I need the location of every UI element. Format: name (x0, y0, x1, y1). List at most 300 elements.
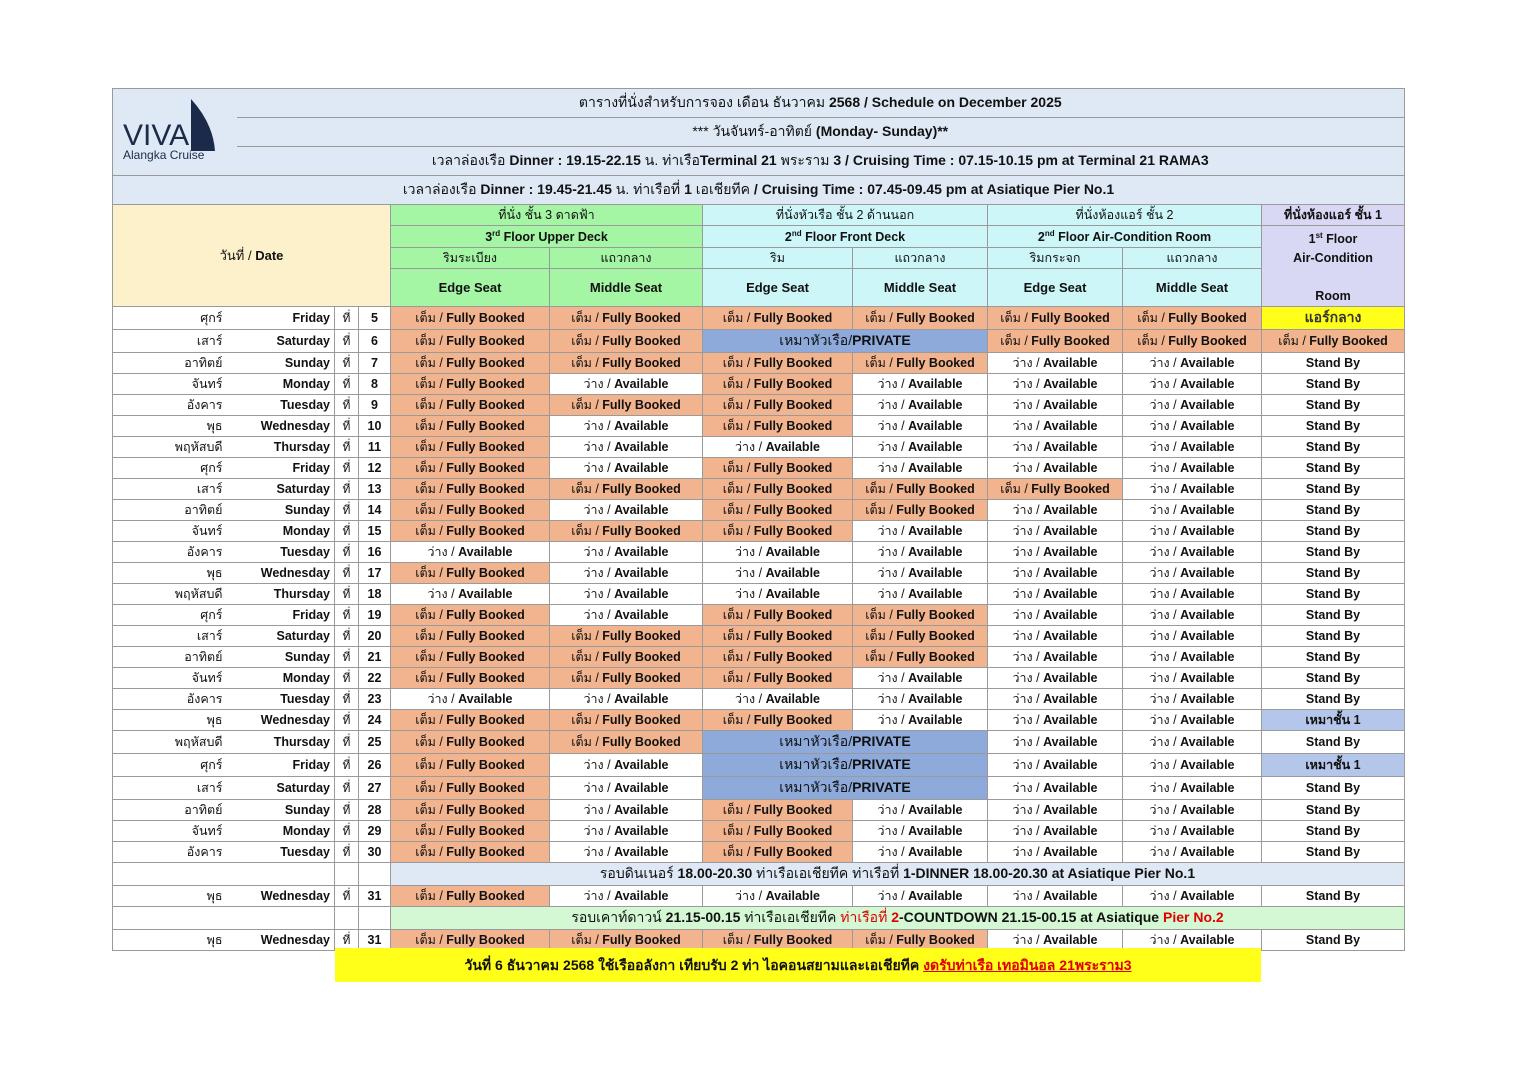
avail-en: Available (1043, 758, 1098, 773)
avail-th: ว่าง / (1149, 440, 1181, 455)
avail-th: ว่าง / (735, 692, 766, 707)
avail-th: ว่าง / (1012, 545, 1044, 560)
cell-stand-by: Stand By (1262, 395, 1405, 416)
full-en: Fully Booked (896, 629, 975, 644)
cell-available (550, 800, 703, 821)
cell-available (1123, 800, 1262, 821)
date-number: 7 (359, 353, 391, 374)
sub-th-5: แถวกลาง (1123, 247, 1262, 269)
cell-available (988, 886, 1123, 907)
cell-fully-booked (391, 500, 550, 521)
avail-th: ว่าง / (1012, 713, 1044, 728)
cell-fully-booked (391, 777, 550, 800)
cell-available (988, 668, 1123, 689)
t-f: 3 / Cruising Time : 07.15-10.15 pm at Terminal 21 RAMA3 (833, 152, 1209, 168)
priv-th: เหมาหัวเรือ/ (779, 756, 853, 773)
full-th: เต็ม / (415, 889, 447, 904)
day-thai: อังคาร (113, 842, 237, 863)
full-th: เต็ม / (415, 419, 447, 434)
floor1-thai-header: ที่นั่งห้องแอร์ ชั้น 1 (1262, 205, 1405, 226)
h2b: Floor Front Deck (801, 229, 906, 244)
avail-en: Available (614, 692, 669, 707)
cell-fully-booked (1262, 330, 1405, 353)
deck3-thai-header: ที่นั่ง ชั้น 3 ดาดฟ้า (391, 205, 703, 226)
full-en: Fully Booked (446, 419, 525, 434)
blank (113, 907, 335, 930)
avail-en: Available (765, 566, 820, 581)
full-th: เต็ม / (722, 671, 754, 686)
full-th: เต็ม / (571, 334, 603, 349)
full-en: Fully Booked (602, 671, 681, 686)
cell-available (988, 374, 1123, 395)
avail-th: ว่าง / (735, 440, 766, 455)
table-row (113, 754, 1405, 777)
full-en: Fully Booked (753, 356, 833, 371)
avail-en: Available (1180, 713, 1235, 728)
avail-th: ว่าง / (877, 587, 909, 602)
avail-th: ว่าง / (877, 524, 909, 539)
table-row (113, 374, 1405, 395)
cell-fully-booked (550, 668, 703, 689)
cell-fully-booked (703, 500, 853, 521)
full-en: Fully Booked (753, 398, 833, 413)
avail-th: ว่าง / (877, 845, 909, 860)
avail-en: Available (1180, 889, 1235, 904)
avail-th: ว่าง / (735, 545, 766, 560)
date-number: 21 (359, 647, 391, 668)
full-th: เต็ม / (571, 650, 603, 665)
avail-en: Available (908, 566, 963, 581)
day-thai: ศุกร์ (113, 458, 237, 479)
avail-th: ว่าง / (1149, 524, 1181, 539)
date-prefix: ที่ (335, 330, 359, 353)
full-th: เต็ม / (722, 503, 754, 518)
cell-available (853, 437, 988, 458)
table-row (113, 395, 1405, 416)
cell-fully-booked (550, 647, 703, 668)
cell-available (1123, 458, 1262, 479)
full-en: Fully Booked (602, 524, 681, 539)
cell-fully-booked (1123, 307, 1262, 330)
avail-th: ว่าง / (735, 889, 766, 904)
note-link[interactable]: งดรับท่าเรือ เทอมินอล 21พระราม3 (923, 957, 1132, 973)
date-number: 19 (359, 605, 391, 626)
full-th: เต็ม / (722, 377, 754, 392)
avail-th: ว่าง / (1012, 377, 1044, 392)
cell-fully-booked (391, 353, 550, 374)
avail-th: ว่าง / (1149, 758, 1181, 773)
day-english: Saturday (237, 626, 335, 647)
cell-available (1123, 374, 1262, 395)
full-en: Fully Booked (896, 650, 975, 665)
cell-available (1123, 710, 1262, 731)
day-english: Friday (237, 754, 335, 777)
header-terminal-row (113, 147, 1405, 176)
avail-en: Available (1180, 461, 1235, 476)
avail-th: ว่าง / (1149, 845, 1181, 860)
cell-stand-by: Stand By (1262, 479, 1405, 500)
avail-en: Available (908, 587, 963, 602)
deck2-ac-english-header (988, 226, 1262, 248)
h3a: 3 (485, 229, 493, 244)
cell-fully-booked (853, 626, 988, 647)
cell-available (988, 584, 1123, 605)
full-en: Fully Booked (753, 377, 833, 392)
cell-stand-by: Stand By (1262, 437, 1405, 458)
full-en: Fully Booked (1168, 334, 1247, 349)
avail-th: ว่าง / (1149, 671, 1181, 686)
date-number: 28 (359, 800, 391, 821)
full-en: Fully Booked (1168, 311, 1247, 326)
avail-en: Available (908, 713, 963, 728)
full-en: Fully Booked (446, 440, 525, 455)
cell-available (550, 584, 703, 605)
sub-en-0: Edge Seat (391, 269, 550, 307)
avail-en: Available (1180, 824, 1235, 839)
full-th: เต็ม / (1278, 334, 1310, 349)
cell-available (853, 842, 988, 863)
avail-en: Available (908, 824, 963, 839)
cell-available (550, 689, 703, 710)
full-th: เต็ม / (722, 524, 754, 539)
header-asiatique-row (113, 176, 1405, 205)
cell-available (853, 542, 988, 563)
a-b: Dinner : 19.45-21.45 (480, 181, 616, 197)
day-thai: อังคาร (113, 542, 237, 563)
avail-en: Available (1043, 398, 1098, 413)
table-row (113, 542, 1405, 563)
full-en: Fully Booked (753, 803, 833, 818)
full-en: Fully Booked (753, 461, 833, 476)
cell-available (550, 842, 703, 863)
avail-th: ว่าง / (583, 377, 615, 392)
avail-th: ว่าง / (735, 587, 766, 602)
day-thai: พุธ (113, 710, 237, 731)
h1a: 1 (1308, 232, 1316, 247)
avail-th: ว่าง / (583, 803, 615, 818)
cell-private-charter (703, 754, 988, 777)
full-en: Fully Booked (753, 629, 833, 644)
date-prefix: ที่ (335, 521, 359, 542)
avail-en: Available (908, 803, 963, 818)
table-row (113, 563, 1405, 584)
cell-fully-booked (391, 626, 550, 647)
priv-th: เหมาหัวเรือ/ (779, 779, 853, 796)
full-th: เต็ม / (722, 713, 754, 728)
cb-e: 2 (891, 909, 899, 926)
cell-fully-booked (703, 395, 853, 416)
cell-available (853, 668, 988, 689)
cell-fully-booked (391, 821, 550, 842)
full-en: Fully Booked (1309, 334, 1388, 349)
header-title (237, 89, 1405, 118)
full-th: เต็ม / (865, 311, 897, 326)
cell-fully-booked (988, 330, 1123, 353)
header-title-row (113, 89, 1405, 118)
full-th: เต็ม / (571, 671, 603, 686)
avail-th: ว่าง / (1149, 419, 1181, 434)
cell-fully-booked (391, 886, 550, 907)
sub-th-0: ริมระเบียง (391, 247, 550, 269)
full-en: Fully Booked (446, 608, 525, 623)
avail-th: ว่าง / (1012, 629, 1044, 644)
date-column-header (113, 205, 391, 307)
header-terminal-time (237, 147, 1405, 176)
avail-th: ว่าง / (1012, 440, 1044, 455)
date-prefix: ที่ (335, 500, 359, 521)
avail-en: Available (1043, 545, 1098, 560)
cell-available (853, 821, 988, 842)
cell-available (550, 563, 703, 584)
avail-th: ว่าง / (877, 692, 909, 707)
avail-en: Available (614, 503, 669, 518)
full-th: เต็ม / (722, 608, 754, 623)
avail-th: ว่าง / (877, 671, 909, 686)
avail-en: Available (614, 781, 669, 796)
priv-en: PRIVATE (852, 733, 911, 750)
cell-available (391, 689, 550, 710)
h2a: 2 (784, 229, 792, 244)
cell-fully-booked (391, 458, 550, 479)
cell-stand-by: Stand By (1262, 353, 1405, 374)
full-en: Fully Booked (753, 845, 833, 860)
cell-fully-booked (391, 605, 550, 626)
cell-fully-booked (391, 416, 550, 437)
avail-en: Available (458, 692, 513, 707)
full-th: เต็ม / (1000, 482, 1032, 497)
deck2-front-thai-header: ที่นั่งหัวเรือ ชั้น 2 ด้านนอก (703, 205, 988, 226)
full-en: Fully Booked (446, 566, 525, 581)
date-number: 31 (359, 930, 391, 951)
full-en: Fully Booked (753, 419, 833, 434)
full-th: เต็ม / (722, 933, 754, 948)
day-english: Sunday (237, 800, 335, 821)
day-thai: พุธ (113, 886, 237, 907)
day-english: Tuesday (237, 842, 335, 863)
full-en: Fully Booked (896, 933, 975, 948)
table-row (113, 458, 1405, 479)
full-en: Fully Booked (602, 356, 681, 371)
full-th: เต็ม / (415, 440, 447, 455)
full-th: เต็ม / (415, 629, 447, 644)
full-en: Fully Booked (753, 524, 833, 539)
date-prefix: ที่ (335, 800, 359, 821)
date-number: 31 (359, 886, 391, 907)
cell-available (550, 542, 703, 563)
full-en: Fully Booked (602, 398, 681, 413)
avail-en: Available (458, 545, 513, 560)
cell-fully-booked (853, 353, 988, 374)
cell-fully-booked (988, 479, 1123, 500)
cell-available (1123, 886, 1262, 907)
avail-th: ว่าง / (1012, 824, 1044, 839)
avail-th: ว่าง / (877, 824, 909, 839)
title-english: 2568 / Schedule on December 2025 (828, 94, 1062, 110)
day-english: Sunday (237, 500, 335, 521)
avail-en: Available (1043, 440, 1098, 455)
priv-en: PRIVATE (852, 332, 911, 349)
full-en: Fully Booked (446, 735, 525, 750)
hcb: Floor Air-Condition Room (1054, 229, 1212, 244)
avail-th: ว่าง / (877, 889, 909, 904)
date-number: 23 (359, 689, 391, 710)
full-th: เต็ม / (722, 803, 754, 818)
full-en: Fully Booked (446, 461, 525, 476)
avail-en: Available (1043, 889, 1098, 904)
full-th: เต็ม / (415, 735, 447, 750)
date-number: 8 (359, 374, 391, 395)
table-row (113, 800, 1405, 821)
db-c: ท่าเรือเอเชียทีค ท่าเรือที่ (756, 865, 904, 882)
avail-en: Available (908, 545, 963, 560)
schedule-table (112, 88, 1405, 951)
full-th: เต็ม / (722, 824, 754, 839)
cell-stand-by: Stand By (1262, 374, 1405, 395)
day-thai: ศุกร์ (113, 605, 237, 626)
cell-fully-booked (391, 479, 550, 500)
date-prefix: ที่ (335, 689, 359, 710)
cell-available (703, 437, 853, 458)
date-prefix: ที่ (335, 374, 359, 395)
avail-en: Available (1180, 845, 1235, 860)
cell-available (853, 800, 988, 821)
day-english: Friday (237, 458, 335, 479)
day-thai: พุธ (113, 563, 237, 584)
avail-en: Available (1043, 587, 1098, 602)
day-english: Friday (237, 605, 335, 626)
avail-th: ว่าง / (877, 461, 909, 476)
cell-fully-booked (391, 374, 550, 395)
cell-fully-booked (703, 307, 853, 330)
cell-fully-booked (853, 479, 988, 500)
cell-available (988, 521, 1123, 542)
date-number: 27 (359, 777, 391, 800)
full-en: Fully Booked (896, 608, 975, 623)
cell-available (550, 777, 703, 800)
avail-th: ว่าง / (1149, 461, 1181, 476)
cell-fully-booked (703, 626, 853, 647)
full-th: เต็ม / (415, 713, 447, 728)
full-en: Fully Booked (896, 311, 975, 326)
cell-fully-booked (391, 842, 550, 863)
day-english: Monday (237, 821, 335, 842)
avail-en: Available (614, 419, 669, 434)
cell-available (1123, 754, 1262, 777)
day-thai: เสาร์ (113, 330, 237, 353)
table-row (113, 886, 1405, 907)
cell-available (703, 563, 853, 584)
date-prefix: ที่ (335, 563, 359, 584)
date-number: 20 (359, 626, 391, 647)
day-english: Monday (237, 374, 335, 395)
day-english: Wednesday (237, 563, 335, 584)
date-number: 22 (359, 668, 391, 689)
avail-th: ว่าง / (1012, 692, 1044, 707)
full-th: เต็ม / (722, 461, 754, 476)
cell-fully-booked (550, 353, 703, 374)
date-prefix: ที่ (335, 395, 359, 416)
cell-fully-booked (391, 307, 550, 330)
table-row (113, 626, 1405, 647)
avail-en: Available (1180, 377, 1235, 392)
day-thai: เสาร์ (113, 479, 237, 500)
viva-logo-icon (121, 95, 231, 163)
avail-th: ว่าง / (1149, 692, 1181, 707)
cell-private-charter (703, 731, 988, 754)
table-row (113, 353, 1405, 374)
cell-fully-booked (391, 647, 550, 668)
avail-th: ว่าง / (1012, 650, 1044, 665)
cell-available (703, 584, 853, 605)
avail-en: Available (1043, 692, 1098, 707)
deck3-english-header (391, 226, 703, 248)
avail-en: Available (1180, 356, 1235, 371)
day-thai: ศุกร์ (113, 307, 237, 330)
avail-th: ว่าง / (1012, 461, 1044, 476)
avail-th: ว่าง / (583, 824, 615, 839)
avail-en: Available (765, 587, 820, 602)
cell-available (550, 374, 703, 395)
avail-en: Available (1043, 524, 1098, 539)
full-th: เต็ม / (571, 356, 603, 371)
avail-th: ว่าง / (877, 377, 909, 392)
cell-available (853, 886, 988, 907)
cell-available (1123, 479, 1262, 500)
cell-stand-by: Stand By (1262, 777, 1405, 800)
cell-fully-booked (703, 353, 853, 374)
avail-th: ว่าง / (583, 503, 615, 518)
cell-available (1123, 626, 1262, 647)
cell-available (550, 754, 703, 777)
avail-en: Available (1043, 608, 1098, 623)
cell-private-charter (703, 777, 988, 800)
day-thai: อาทิตย์ (113, 800, 237, 821)
date-number: 25 (359, 731, 391, 754)
h1c: Air-Condition (1293, 251, 1373, 266)
cell-fully-booked (391, 710, 550, 731)
t-c: น. ท่าเรือ (644, 152, 700, 168)
day-thai: อังคาร (113, 395, 237, 416)
cell-fully-booked (703, 668, 853, 689)
avail-en: Available (1180, 629, 1235, 644)
sub-th-2: ริม (703, 247, 853, 269)
title-thai: ตารางที่นั่งสำหรับการจอง เดือน ธันวาคม (578, 94, 829, 110)
day-english: Friday (237, 307, 335, 330)
date-number: 15 (359, 521, 391, 542)
avail-en: Available (1180, 566, 1235, 581)
full-en: Fully Booked (896, 503, 975, 518)
h1s: st (1315, 231, 1323, 240)
cell-available (988, 395, 1123, 416)
table-row (113, 605, 1405, 626)
avail-th: ว่าง / (1012, 566, 1044, 581)
cell-available (550, 605, 703, 626)
date-en: Date (255, 248, 284, 264)
h3b: Floor Upper Deck (500, 229, 608, 244)
date-prefix: ที่ (335, 416, 359, 437)
sub-en-2: Edge Seat (703, 269, 853, 307)
cell-fully-booked (391, 330, 550, 353)
blank (335, 907, 359, 930)
date-prefix: ที่ (335, 842, 359, 863)
day-thai: เสาร์ (113, 777, 237, 800)
date-prefix: ที่ (335, 479, 359, 500)
avail-th: ว่าง / (583, 758, 615, 773)
avail-en: Available (1043, 461, 1098, 476)
avail-th: ว่าง / (1012, 608, 1044, 623)
date-number: 14 (359, 500, 391, 521)
table-row (113, 500, 1405, 521)
